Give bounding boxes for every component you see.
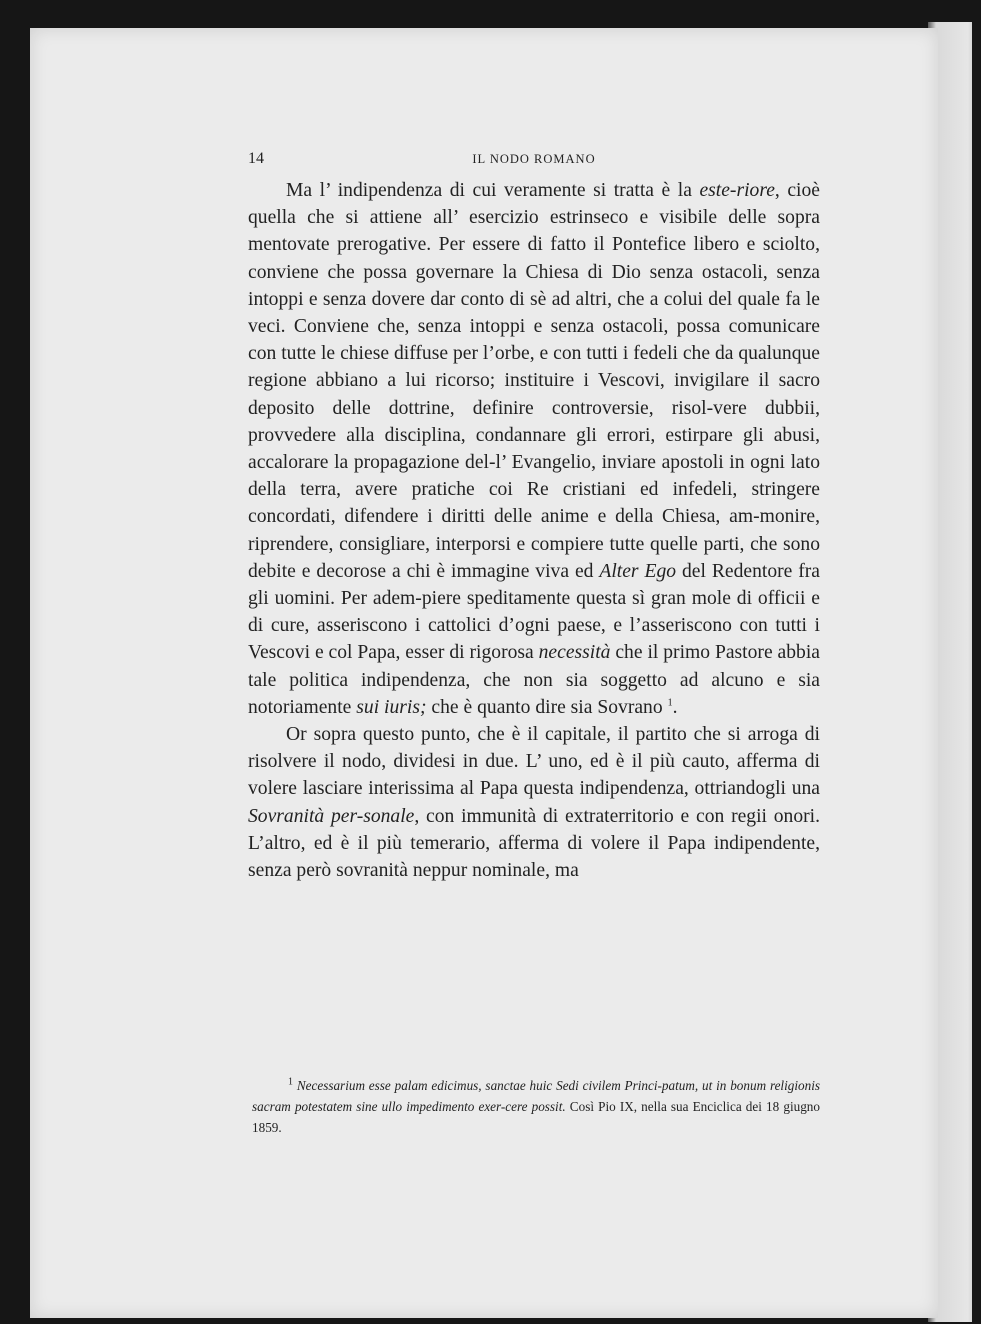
text-run: .	[672, 696, 678, 718]
italic-text: necessità	[538, 642, 611, 664]
footnote-marker: 1	[667, 697, 673, 709]
page-number: 14	[248, 150, 264, 167]
body-text	[248, 177, 820, 884]
text-run: , con immunità di extraterritorio e con regii onori. L’altro, ed è il più temerario, afferma di volere il Papa indipendente, senza però sovranità neppur nominale, ma	[248, 805, 821, 882]
text-run: , cioè quella che si attiene all’ esercizio estrinseco e visibile delle sopra mentovate prerogative. Per essere di fatto il Pontefice libero e sciolto, conviene che possa governare la Chiesa di Dio senza ostacoli, senza intoppi e senza dovere dar conto di sè ad altri, che a colui del quale fa le veci. Conviene che, senza intoppi e senza ostacoli, possa comunicare con tutte le chiese diffuse per l’orbe, e con tutti i fedeli che da qualunque regione abbiano a lui ricorso; instituire i Vescovi, invigilare il sacro deposito delle dottrine, definire controversie, risol-vere dubbii, provvedere alla disciplina, condannare gli errori, estirpare gli abusi, accalorare la propagazione del-l’ Evangelio, inviare apostoli in ogni lato della terra, avere pratiche coi Re cristiani ed infedeli, stringere concordati, difendere i diritti delle anime e della Chiesa, am-monire, riprendere, consigliare, interporsi e compiere tutte quelle parti, che sono debite e decorose a chi è immagine viva ed	[248, 180, 820, 582]
footnote-marker: 1	[288, 1076, 293, 1088]
italic-text: Alter Ego	[599, 560, 677, 582]
text-run: Or sopra questo punto, che è il capitale, il partito che si arroga di risolvere il nodo, dividesi in due. L’ uno, ed è il più cauto, afferma di volere lasciare interissima al Papa questa indipendenza, ottriandogli una	[248, 724, 820, 800]
italic-text: sui iuris;	[356, 696, 427, 718]
paragraph	[248, 721, 820, 884]
running-title: IL NODO ROMANO	[472, 152, 596, 166]
text-run: del Redentore fra gli uomini. Per adem-piere speditamente questa sì gran mole di officii e di cure, asseriscono i cattolici d’ogni paese, e l’asseriscono con tutti i Vescovi e col Papa, esser di rigorosa	[248, 560, 821, 664]
text-run: che è quanto dire sia Sovrano	[426, 696, 668, 718]
italic-text: Sovranità per-sonale	[248, 805, 415, 827]
italic-text: Necessarium esse palam edicimus, sanctae huic Sedi civilem Princi-patum, ut in bonum religionis sacram potestatem sine ullo impedimento exer-cere possit.	[252, 1078, 821, 1114]
text-run: Così Pio IX, nella sua Enciclica dei 18 giugno 1859.	[252, 1099, 820, 1135]
footnote	[252, 1075, 820, 1138]
text-run: che il primo Pastore abbia tale politica indipendenza, che non sia soggetto ad alcuno e sia notoriamente	[248, 642, 820, 718]
paragraph	[248, 177, 820, 721]
page-header	[248, 150, 820, 168]
text-run: Ma l’ indipendenza di cui veramente si tratta è la	[286, 180, 700, 201]
italic-text: este-riore	[699, 180, 775, 201]
